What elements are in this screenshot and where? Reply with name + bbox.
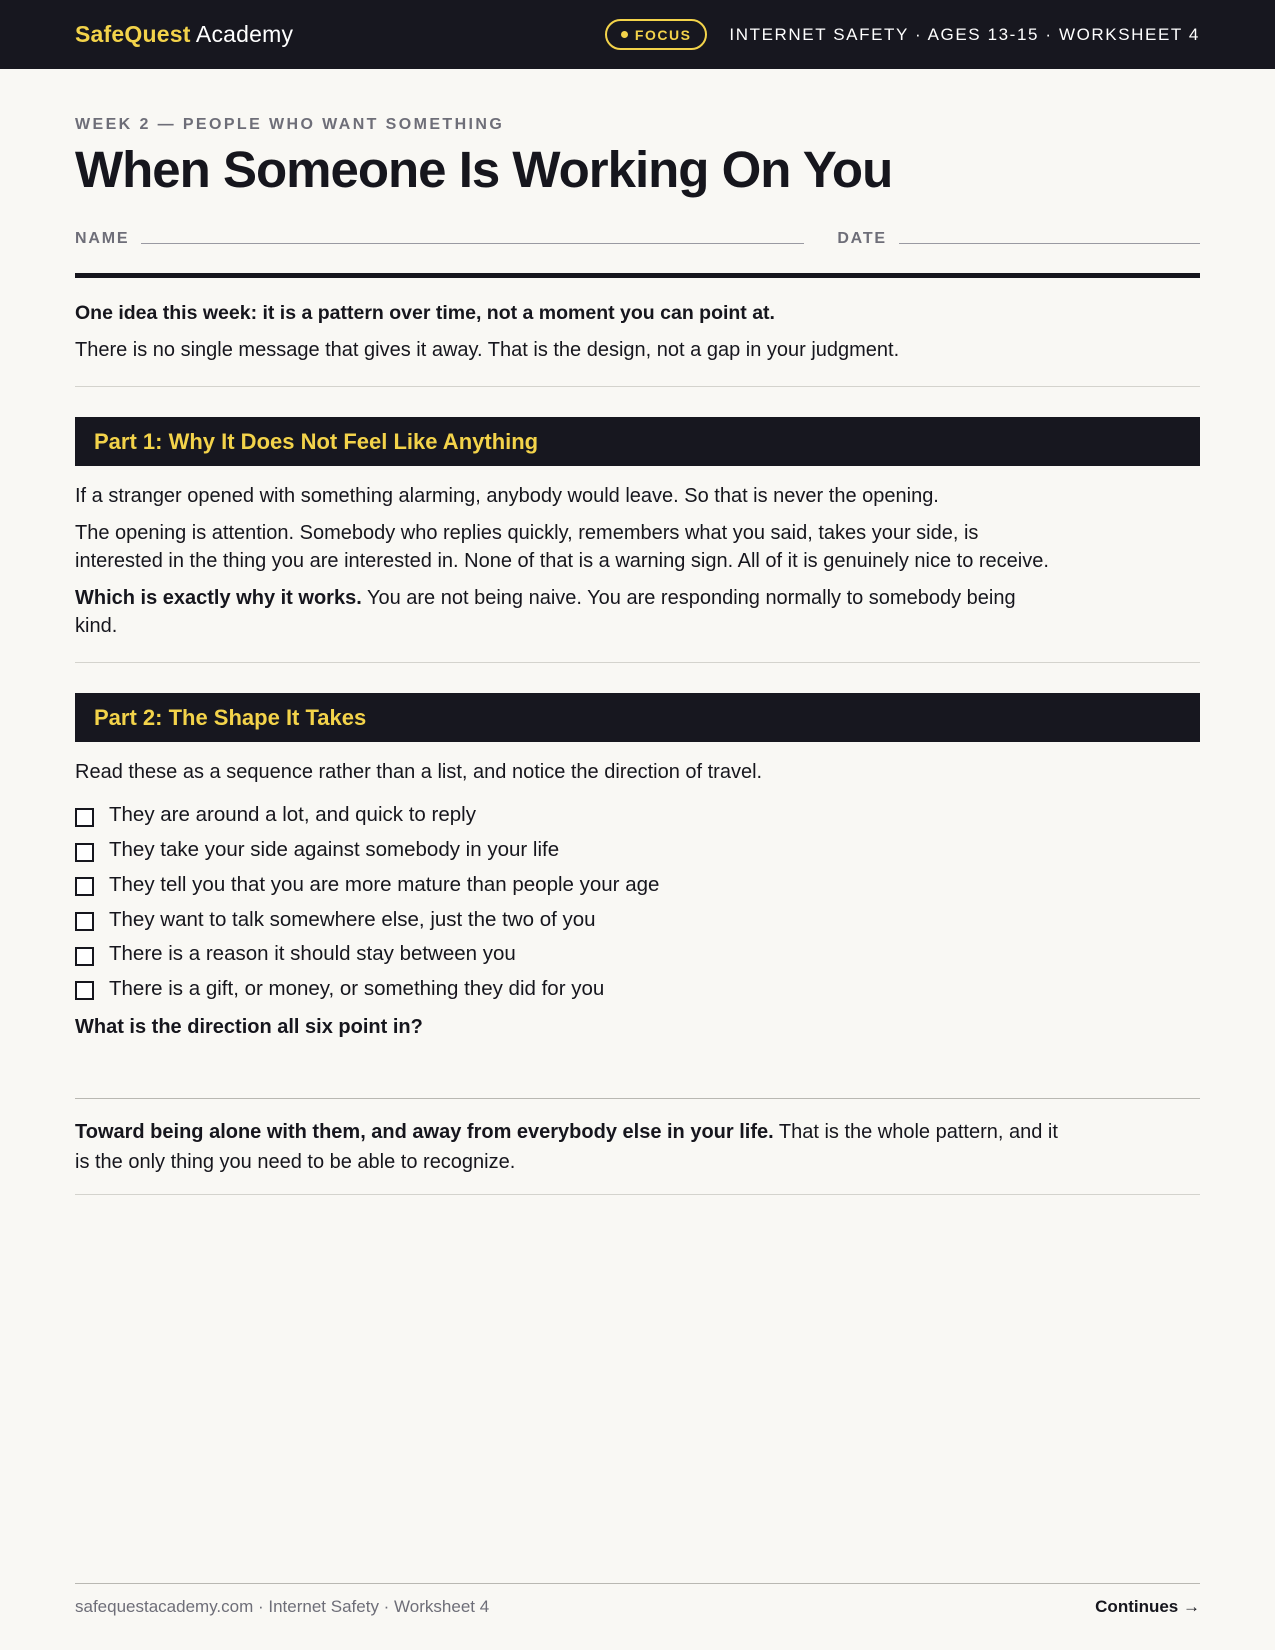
brand-logo xyxy=(75,21,293,48)
part-1-emphasis: Which is exactly why it works. xyxy=(75,587,362,610)
checkbox[interactable] xyxy=(75,877,94,896)
brand-name-strong: SafeQuest xyxy=(75,21,191,47)
name-date-fields xyxy=(75,224,1200,248)
idea-body: There is no single message that gives it away. That is the design, not a gap in your judgment. xyxy=(75,339,900,362)
checklist-item xyxy=(75,972,1200,1007)
page-footer xyxy=(75,1583,1200,1617)
checkbox[interactable] xyxy=(75,981,94,1000)
part-1-paragraph-3 xyxy=(75,584,1060,640)
sequence-checklist xyxy=(75,798,1200,1006)
focus-badge-label: FOCUS xyxy=(634,26,692,43)
focus-badge xyxy=(605,19,708,50)
brand-name-rest: Academy xyxy=(190,21,294,47)
part-2-heading: Part 2: The Shape It Takes xyxy=(75,693,1200,742)
checkbox[interactable] xyxy=(75,843,94,862)
checkbox[interactable] xyxy=(75,808,94,827)
part-2-intro: Read these as a sequence rather than a list, and notice the direction of travel. xyxy=(75,761,763,784)
answer-field[interactable] xyxy=(75,1098,1200,1099)
answer-text xyxy=(75,1117,1060,1177)
checklist-item-label: They tell you that you are more mature than people your age xyxy=(109,872,660,896)
worksheet-meta: INTERNET SAFETY · AGES 13-15 · WORKSHEET 4 xyxy=(729,24,1200,44)
checklist-item-label: They want to talk somewhere else, just the two of you xyxy=(109,907,596,931)
checklist-item-label: They are around a lot, and quick to reply xyxy=(109,803,476,827)
checklist-item xyxy=(75,798,1200,833)
answer-emphasis: Toward being alone with them, and away from everybody else in your life. xyxy=(75,1121,774,1144)
checklist-item xyxy=(75,937,1200,972)
name-label: NAME xyxy=(75,230,130,248)
answer-rest: That is the whole pattern, and it is the only thing you need to be able to recognize. xyxy=(75,1121,1058,1174)
divider xyxy=(75,662,1200,663)
idea-headline: One idea this week: it is a pattern over time, not a moment you can point at. xyxy=(75,302,775,325)
divider xyxy=(75,386,1200,387)
divider xyxy=(75,1194,1200,1195)
date-label: DATE xyxy=(837,230,887,248)
checklist-item xyxy=(75,833,1200,868)
checkbox[interactable] xyxy=(75,912,94,931)
checklist-item xyxy=(75,902,1200,937)
top-bar-right xyxy=(605,19,1200,50)
checklist-item-label: There is a reason it should stay between you xyxy=(109,942,516,966)
part-1-heading: Part 1: Why It Does Not Feel Like Anything xyxy=(75,417,1200,466)
week-eyebrow: WEEK 2 — PEOPLE WHO WANT SOMETHING xyxy=(75,116,505,133)
name-field[interactable] xyxy=(141,243,804,244)
section-divider xyxy=(75,273,1200,278)
page-title: When Someone Is Working On You xyxy=(75,141,893,198)
continues-label: Continues → xyxy=(1095,1597,1200,1616)
part-1-paragraph-2: The opening is attention. Somebody who replies quickly, remembers what you said, takes your side, is interested in the thing you are interested in. None of that is a warning sign. All of it is genuinely nice to receive. xyxy=(75,522,1049,573)
part-1-paragraph-3-rest: You are not being naive. You are responding normally to somebody being kind. xyxy=(75,587,1016,638)
date-field[interactable] xyxy=(899,243,1200,244)
reflection-question: What is the direction all six point in? xyxy=(75,1016,423,1039)
dot-icon xyxy=(621,31,628,38)
checklist-item-label: They take your side against somebody in your life xyxy=(109,838,560,862)
checklist-item xyxy=(75,867,1200,902)
part-1-paragraph-1: If a stranger opened with something alarming, anybody would leave. So that is never the opening. xyxy=(75,485,939,508)
checklist-item-label: There is a gift, or money, or something they did for you xyxy=(109,976,605,1000)
checkbox[interactable] xyxy=(75,947,94,966)
footer-source: safequestacademy.com · Internet Safety · Worksheet 4 xyxy=(75,1597,490,1616)
top-bar xyxy=(0,0,1275,69)
worksheet-content xyxy=(75,69,1200,1195)
